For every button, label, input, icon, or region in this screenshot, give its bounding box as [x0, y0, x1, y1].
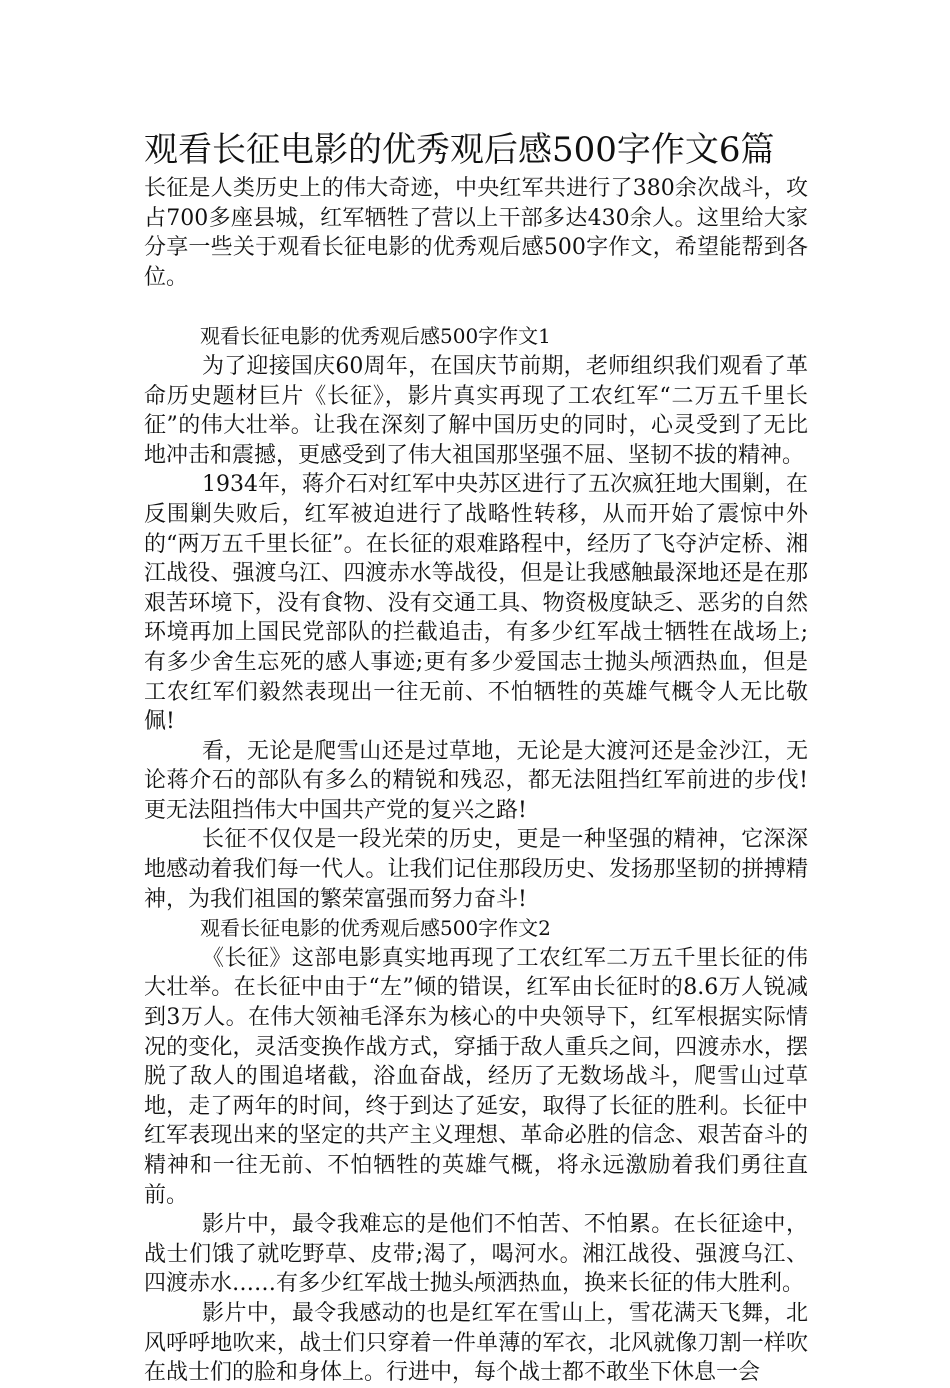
- document-content: [144, 126, 808, 1388]
- section-heading-1: 观看长征电影的优秀观后感500字作文1: [200, 324, 551, 349]
- section1-paragraph: 为了迎接国庆60周年，在国庆节前期，老师组织我们观看了革命历史题材巨片《长征》，影片真实再现了工农红军“二万五千里长征”的伟大壮举。让我在深刻了解中国历史的同时，心灵受到了无比地冲击和震撼，更感受到了伟大祖国那坚强不屈、坚韧不拔的精神。: [144, 353, 808, 468]
- section-heading-2: 观看长征电影的优秀观后感500字作文2: [200, 916, 551, 941]
- document-title: 观看长征电影的优秀观后感500字作文6篇: [144, 130, 775, 170]
- section2-paragraph: 《长征》这部电影真实地再现了工农红军二万五千里长征的伟大壮举。在长征中由于“左”倾的错误，红军由长征时的8.6万人锐减到3万人。在伟大领袖毛泽东为核心的中央领导下，红军根据实际情况的变化，灵活变换作战方式，穿插于敌人重兵之间，四渡赤水，摆脱了敌人的围追堵截，浴血奋战，经历了无数场战斗，爬雪山过草地，走了两年的时间，终于到达了延安，取得了长征的胜利。长征中红军表现出来的坚定的共产主义理想、革命必胜的信念、艰苦奋斗的精神和一往无前、不怕牺牲的英雄气概，将永远激励着我们勇往直前。: [144, 945, 808, 1208]
- section1-paragraph: 长征不仅仅是一段光荣的历史，更是一种坚强的精神，它深深地感动着我们每一代人。让我们记住那段历史、发扬那坚韧的拼搏精神，为我们祖国的繁荣富强而努力奋斗!: [144, 827, 808, 912]
- intro-paragraph: 长征是人类历史上的伟大奇迹，中央红军共进行了380余次战斗，攻占700多座县城，红军牺牲了营以上干部多达430余人。这里给大家分享一些关于观看长征电影的优秀观后感500字作文，希望能帮到各位。: [144, 176, 808, 290]
- section1-paragraph: 1934年，蒋介石对红军中央苏区进行了五次疯狂地大围剿，在反围剿失败后，红军被迫进行了战略性转移，从而开始了震惊中外的“两万五千里长征”。在长征的艰难路程中，经历了飞夺泸定桥、湘江战役、强渡乌江、四渡赤水等战役，但是让我感触最深地还是在那艰苦环境下，没有食物、没有交通工具、物资极度缺乏、恶劣的自然环境再加上国民党部队的拦截追击，有多少红军战士牺牲在战场上;有多少舍生忘死的感人事迹;更有多少爱国志士抛头颅洒热血，但是工农红军们毅然表现出一往无前、不怕牺牲的英雄气概令人无比敬佩!: [144, 472, 808, 735]
- section2-paragraph: 影片中，最令我难忘的是他们不怕苦、不怕累。在长征途中，战士们饿了就吃野草、皮带;渴了，喝河水。湘江战役、强渡乌江、四渡赤水……有多少红军战士抛头颅洒热血，换来长征的伟大胜利。: [144, 1212, 808, 1297]
- section2-paragraph: 影片中，最令我感动的也是红军在雪山上，雪花满天飞舞，北风呼呼地吹来，战士们只穿着一件单薄的军衣，北风就像刀割一样吹在战士们的脸和身体上。行进中，每个战士都不敢坐下休息一会: [144, 1300, 808, 1386]
- section1-paragraph: 看，无论是爬雪山还是过草地，无论是大渡河还是金沙江，无论蒋介石的部队有多么的精锐和残忍，都无法阻挡红军前进的步伐!更无法阻挡伟大中国共产党的复兴之路!: [144, 738, 808, 823]
- spacer: [144, 292, 808, 322]
